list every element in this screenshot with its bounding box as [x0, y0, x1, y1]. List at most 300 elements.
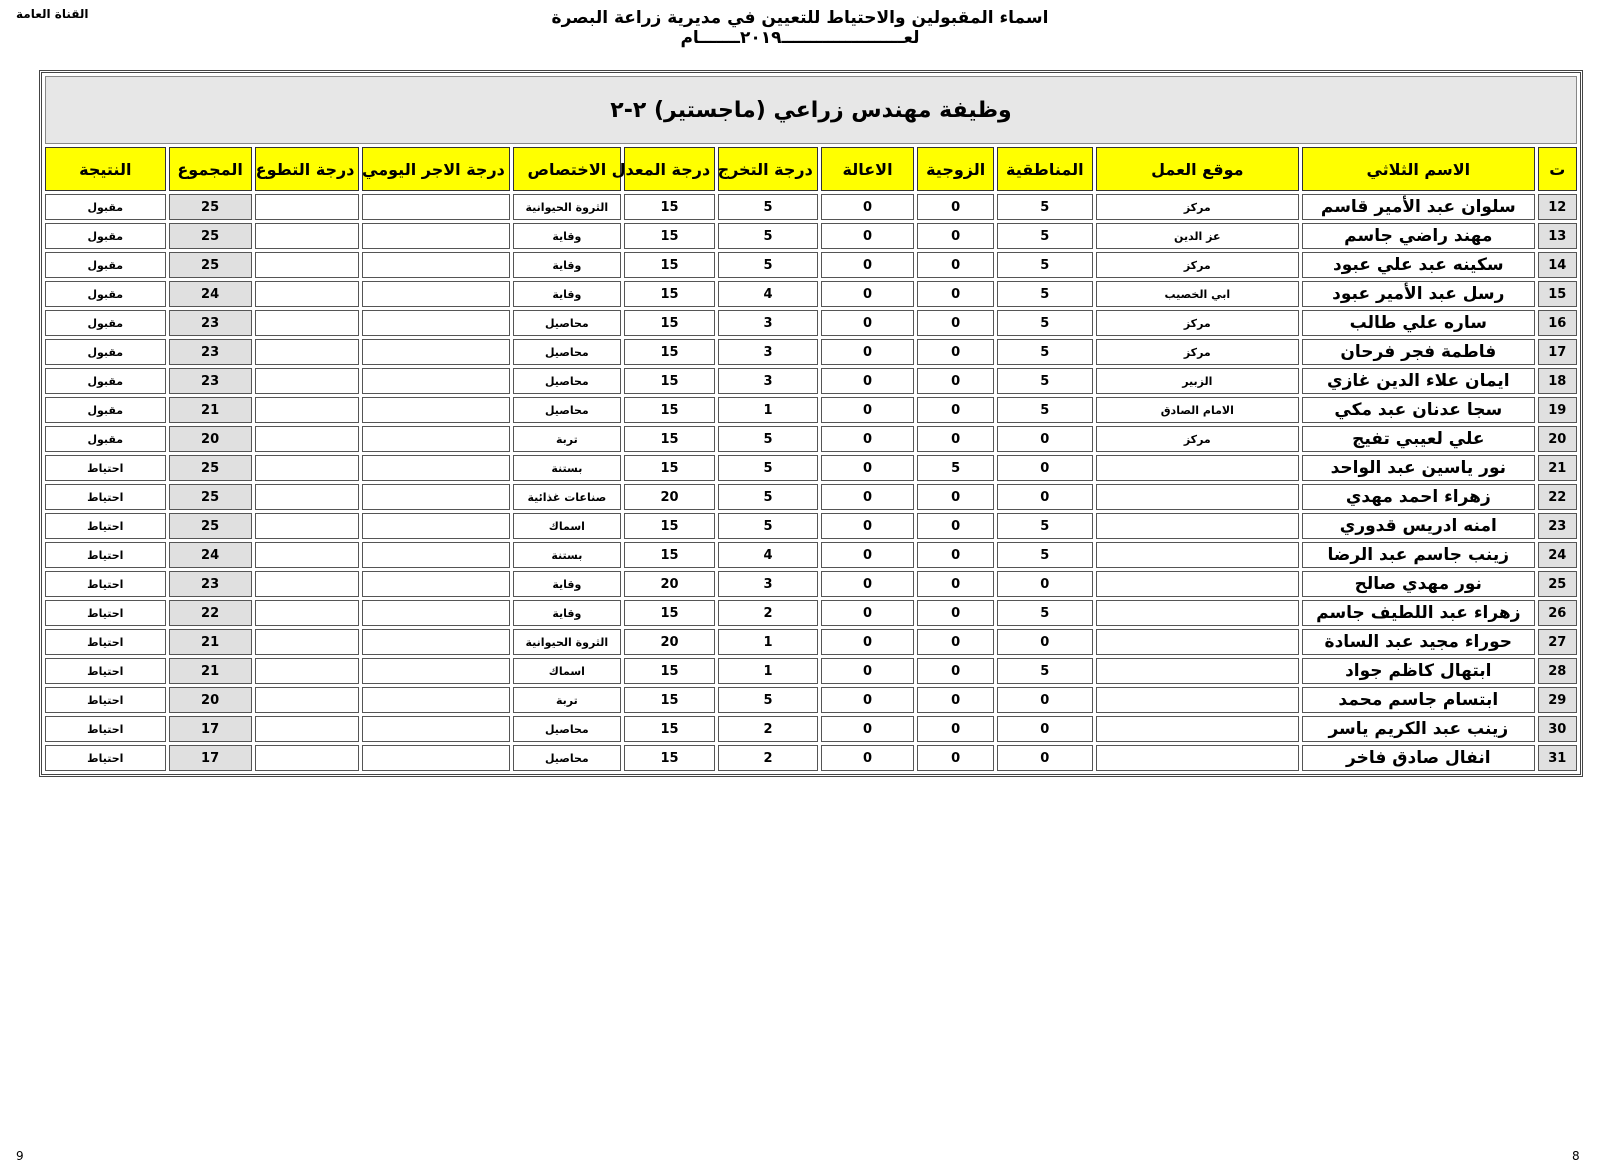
cell-name: ابتهال كاظم جواد [1302, 658, 1535, 684]
cell-total: 17 [169, 745, 252, 771]
table-row [45, 397, 1577, 423]
job-title: وظيفة مهندس زراعي (ماجستير) ٢-٢ [45, 76, 1577, 144]
cell-regional: 5 [997, 368, 1093, 394]
table-row [45, 223, 1577, 249]
cell-dependents: 0 [821, 281, 914, 307]
column-header-marital: الزوجية [917, 147, 994, 191]
cell-result: احتياط [45, 745, 166, 771]
cell-location [1096, 687, 1299, 713]
cell-marital: 0 [917, 600, 994, 626]
cell-marital: 0 [917, 397, 994, 423]
cell-daily-wage [362, 571, 509, 597]
cell-gpa: 15 [624, 339, 715, 365]
cell-specialty: محاصيل [513, 745, 621, 771]
cell-graduation: 5 [718, 252, 818, 278]
cell-total: 22 [169, 600, 252, 626]
cell-result: مقبول [45, 310, 166, 336]
cell-specialty: بستنة [513, 455, 621, 481]
cell-volunteer [255, 745, 360, 771]
cell-dependents: 0 [821, 397, 914, 423]
cell-daily-wage [362, 513, 509, 539]
cell-result: مقبول [45, 426, 166, 452]
cell-result: مقبول [45, 223, 166, 249]
cell-regional: 5 [997, 600, 1093, 626]
cell-name: انفال صادق فاخر [1302, 745, 1535, 771]
cell-regional: 0 [997, 455, 1093, 481]
cell-result: احتياط [45, 484, 166, 510]
cell-total: 25 [169, 484, 252, 510]
cell-daily-wage [362, 397, 509, 423]
cell-location: مركز [1096, 310, 1299, 336]
cell-location [1096, 542, 1299, 568]
cell-total: 21 [169, 629, 252, 655]
cell-regional: 0 [997, 571, 1093, 597]
cell-volunteer [255, 252, 360, 278]
cell-marital: 5 [917, 455, 994, 481]
cell-location [1096, 600, 1299, 626]
cell-result: احتياط [45, 658, 166, 684]
cell-dependents: 0 [821, 310, 914, 336]
cell-location [1096, 513, 1299, 539]
cell-seq: 16 [1538, 310, 1577, 336]
cell-marital: 0 [917, 687, 994, 713]
cell-seq: 24 [1538, 542, 1577, 568]
cell-volunteer [255, 571, 360, 597]
cell-graduation: 1 [718, 658, 818, 684]
cell-total: 23 [169, 310, 252, 336]
cell-volunteer [255, 600, 360, 626]
cell-seq: 28 [1538, 658, 1577, 684]
cell-dependents: 0 [821, 687, 914, 713]
cell-result: مقبول [45, 281, 166, 307]
cell-dependents: 0 [821, 600, 914, 626]
cell-gpa: 15 [624, 658, 715, 684]
cell-marital: 0 [917, 194, 994, 220]
cell-graduation: 5 [718, 513, 818, 539]
cell-daily-wage [362, 223, 509, 249]
cell-marital: 0 [917, 339, 994, 365]
table-row [45, 455, 1577, 481]
cell-name: زهراء احمد مهدي [1302, 484, 1535, 510]
cell-name: سكينه عبد علي عبود [1302, 252, 1535, 278]
cell-location [1096, 629, 1299, 655]
cell-seq: 12 [1538, 194, 1577, 220]
cell-name: زينب عبد الكريم ياسر [1302, 716, 1535, 742]
cell-regional: 5 [997, 252, 1093, 278]
cell-specialty: وقاية [513, 252, 621, 278]
cell-volunteer [255, 310, 360, 336]
cell-total: 21 [169, 397, 252, 423]
cell-dependents: 0 [821, 745, 914, 771]
page-number-left: 9 [16, 1149, 24, 1163]
cell-result: احتياط [45, 513, 166, 539]
table-row [45, 600, 1577, 626]
table-row [45, 629, 1577, 655]
cell-location: عز الدين [1096, 223, 1299, 249]
cell-total: 20 [169, 426, 252, 452]
cell-volunteer [255, 484, 360, 510]
cell-gpa: 15 [624, 223, 715, 249]
cell-volunteer [255, 513, 360, 539]
cell-volunteer [255, 397, 360, 423]
cell-name: زهراء عبد اللطيف جاسم [1302, 600, 1535, 626]
channel-label: القناة العامة [16, 7, 89, 21]
cell-graduation: 1 [718, 629, 818, 655]
cell-volunteer [255, 281, 360, 307]
cell-result: مقبول [45, 397, 166, 423]
cell-location: ابي الخصيب [1096, 281, 1299, 307]
cell-marital: 0 [917, 484, 994, 510]
cell-specialty: محاصيل [513, 397, 621, 423]
column-header-volunteer: درجة التطوع [255, 147, 360, 191]
cell-result: احتياط [45, 571, 166, 597]
cell-gpa: 15 [624, 310, 715, 336]
cell-total: 23 [169, 571, 252, 597]
cell-graduation: 1 [718, 397, 818, 423]
cell-gpa: 15 [624, 426, 715, 452]
cell-result: احتياط [45, 600, 166, 626]
cell-name: زينب جاسم عبد الرضا [1302, 542, 1535, 568]
cell-daily-wage [362, 368, 509, 394]
cell-location: الامام الصادق [1096, 397, 1299, 423]
cell-dependents: 0 [821, 368, 914, 394]
cell-location [1096, 745, 1299, 771]
cell-marital: 0 [917, 629, 994, 655]
cell-graduation: 5 [718, 223, 818, 249]
cell-location: مركز [1096, 194, 1299, 220]
cell-graduation: 3 [718, 368, 818, 394]
cell-regional: 5 [997, 194, 1093, 220]
cell-regional: 5 [997, 513, 1093, 539]
cell-gpa: 15 [624, 745, 715, 771]
cell-total: 17 [169, 716, 252, 742]
cell-gpa: 15 [624, 716, 715, 742]
cell-seq: 22 [1538, 484, 1577, 510]
cell-gpa: 20 [624, 571, 715, 597]
cell-total: 25 [169, 513, 252, 539]
table-row [45, 745, 1577, 771]
cell-result: مقبول [45, 252, 166, 278]
header-row [45, 147, 1577, 191]
table-row [45, 513, 1577, 539]
cell-daily-wage [362, 629, 509, 655]
cell-volunteer [255, 368, 360, 394]
cell-result: احتياط [45, 629, 166, 655]
cell-gpa: 15 [624, 513, 715, 539]
cell-regional: 0 [997, 629, 1093, 655]
cell-seq: 29 [1538, 687, 1577, 713]
cell-result: احتياط [45, 542, 166, 568]
cell-marital: 0 [917, 368, 994, 394]
cell-gpa: 15 [624, 281, 715, 307]
column-header-location: موقع العمل [1096, 147, 1299, 191]
cell-dependents: 0 [821, 542, 914, 568]
cell-specialty: تربة [513, 426, 621, 452]
cell-graduation: 5 [718, 484, 818, 510]
cell-seq: 21 [1538, 455, 1577, 481]
table-row [45, 687, 1577, 713]
cell-gpa: 15 [624, 194, 715, 220]
cell-name: حوراء مجيد عبد السادة [1302, 629, 1535, 655]
cell-marital: 0 [917, 571, 994, 597]
cell-specialty: وقاية [513, 223, 621, 249]
cell-dependents: 0 [821, 484, 914, 510]
cell-name: علي لعيبي تفيج [1302, 426, 1535, 452]
cell-total: 25 [169, 455, 252, 481]
cell-volunteer [255, 629, 360, 655]
cell-name: امنه ادريس قدوري [1302, 513, 1535, 539]
cell-dependents: 0 [821, 252, 914, 278]
cell-seq: 17 [1538, 339, 1577, 365]
cell-specialty: اسماك [513, 513, 621, 539]
table-row [45, 426, 1577, 452]
table-row [45, 310, 1577, 336]
cell-daily-wage [362, 310, 509, 336]
cell-graduation: 4 [718, 542, 818, 568]
cell-dependents: 0 [821, 426, 914, 452]
cell-regional: 0 [997, 687, 1093, 713]
cell-specialty: وقاية [513, 600, 621, 626]
cell-dependents: 0 [821, 455, 914, 481]
column-header-regional: المناطقية [997, 147, 1093, 191]
cell-seq: 19 [1538, 397, 1577, 423]
cell-daily-wage [362, 252, 509, 278]
cell-graduation: 2 [718, 716, 818, 742]
cell-regional: 5 [997, 281, 1093, 307]
cell-gpa: 15 [624, 455, 715, 481]
cell-daily-wage [362, 339, 509, 365]
cell-graduation: 5 [718, 455, 818, 481]
column-header-graduation: درجة التخرج [718, 147, 818, 191]
table-row [45, 368, 1577, 394]
cell-daily-wage [362, 745, 509, 771]
cell-result: احتياط [45, 687, 166, 713]
cell-gpa: 15 [624, 252, 715, 278]
cell-location [1096, 716, 1299, 742]
cell-name: سجا عدنان عبد مكي [1302, 397, 1535, 423]
cell-location [1096, 571, 1299, 597]
cell-volunteer [255, 542, 360, 568]
cell-dependents: 0 [821, 716, 914, 742]
column-header-dependents: الاعالة [821, 147, 914, 191]
results-table [42, 73, 1580, 774]
cell-graduation: 5 [718, 687, 818, 713]
cell-name: رسل عبد الأمير عبود [1302, 281, 1535, 307]
cell-seq: 13 [1538, 223, 1577, 249]
cell-marital: 0 [917, 658, 994, 684]
cell-marital: 0 [917, 426, 994, 452]
cell-location [1096, 484, 1299, 510]
cell-graduation: 3 [718, 310, 818, 336]
cell-total: 20 [169, 687, 252, 713]
cell-seq: 23 [1538, 513, 1577, 539]
cell-location [1096, 658, 1299, 684]
table-row [45, 716, 1577, 742]
cell-dependents: 0 [821, 223, 914, 249]
column-header-seq: ت [1538, 147, 1577, 191]
cell-total: 25 [169, 194, 252, 220]
table-row [45, 571, 1577, 597]
cell-seq: 25 [1538, 571, 1577, 597]
cell-marital: 0 [917, 310, 994, 336]
cell-dependents: 0 [821, 629, 914, 655]
cell-graduation: 5 [718, 426, 818, 452]
cell-seq: 31 [1538, 745, 1577, 771]
cell-daily-wage [362, 716, 509, 742]
cell-specialty: الثروة الحيوانية [513, 194, 621, 220]
cell-result: مقبول [45, 368, 166, 394]
table-row [45, 281, 1577, 307]
cell-marital: 0 [917, 542, 994, 568]
cell-daily-wage [362, 687, 509, 713]
column-header-daily-wage: درجة الاجر اليومي [362, 147, 509, 191]
cell-specialty: وقاية [513, 571, 621, 597]
cell-volunteer [255, 455, 360, 481]
cell-specialty: محاصيل [513, 339, 621, 365]
cell-result: مقبول [45, 339, 166, 365]
cell-volunteer [255, 658, 360, 684]
cell-regional: 0 [997, 426, 1093, 452]
cell-result: مقبول [45, 194, 166, 220]
cell-dependents: 0 [821, 571, 914, 597]
cell-daily-wage [362, 426, 509, 452]
cell-name: ساره علي طالب [1302, 310, 1535, 336]
cell-dependents: 0 [821, 339, 914, 365]
column-header-specialty: الاختصاص [513, 147, 621, 191]
cell-location: الزبير [1096, 368, 1299, 394]
cell-seq: 15 [1538, 281, 1577, 307]
table-body [45, 194, 1577, 771]
cell-dependents: 0 [821, 658, 914, 684]
cell-result: احتياط [45, 716, 166, 742]
cell-total: 23 [169, 368, 252, 394]
cell-seq: 18 [1538, 368, 1577, 394]
cell-location: مركز [1096, 339, 1299, 365]
table-row [45, 484, 1577, 510]
cell-graduation: 2 [718, 745, 818, 771]
cell-name: ايمان علاء الدين غازي [1302, 368, 1535, 394]
document-title: اسماء المقبولين والاحتياط للتعيين في مديرية زراعة البصرة لعـــــــــــــــــــــ٢٠١٩ـــــــام [551, 8, 1049, 48]
cell-name: نور مهدي صالح [1302, 571, 1535, 597]
cell-dependents: 0 [821, 513, 914, 539]
cell-result: احتياط [45, 455, 166, 481]
cell-regional: 0 [997, 484, 1093, 510]
cell-regional: 0 [997, 745, 1093, 771]
cell-gpa: 15 [624, 600, 715, 626]
cell-daily-wage [362, 455, 509, 481]
cell-seq: 20 [1538, 426, 1577, 452]
cell-name: نور ياسين عبد الواحد [1302, 455, 1535, 481]
cell-total: 21 [169, 658, 252, 684]
column-header-gpa: درجة المعدل [624, 147, 715, 191]
cell-name: فاطمة فجر فرحان [1302, 339, 1535, 365]
table-row [45, 658, 1577, 684]
cell-location [1096, 455, 1299, 481]
cell-marital: 0 [917, 252, 994, 278]
cell-gpa: 20 [624, 484, 715, 510]
cell-total: 24 [169, 281, 252, 307]
cell-daily-wage [362, 542, 509, 568]
cell-daily-wage [362, 600, 509, 626]
cell-daily-wage [362, 194, 509, 220]
cell-location: مركز [1096, 252, 1299, 278]
cell-specialty: محاصيل [513, 310, 621, 336]
cell-marital: 0 [917, 513, 994, 539]
cell-specialty: تربة [513, 687, 621, 713]
cell-gpa: 20 [624, 629, 715, 655]
page-number-right: 8 [1572, 1149, 1580, 1163]
cell-volunteer [255, 194, 360, 220]
table-row [45, 339, 1577, 365]
cell-gpa: 15 [624, 368, 715, 394]
cell-gpa: 15 [624, 687, 715, 713]
cell-volunteer [255, 426, 360, 452]
cell-regional: 5 [997, 658, 1093, 684]
cell-gpa: 15 [624, 397, 715, 423]
cell-regional: 5 [997, 397, 1093, 423]
cell-location: مركز [1096, 426, 1299, 452]
cell-seq: 30 [1538, 716, 1577, 742]
cell-dependents: 0 [821, 194, 914, 220]
cell-gpa: 15 [624, 542, 715, 568]
table-row [45, 252, 1577, 278]
column-header-result: النتيجة [45, 147, 166, 191]
cell-regional: 5 [997, 310, 1093, 336]
cell-specialty: وقاية [513, 281, 621, 307]
cell-regional: 0 [997, 716, 1093, 742]
cell-specialty: الثروة الحيوانية [513, 629, 621, 655]
cell-daily-wage [362, 281, 509, 307]
cell-daily-wage [362, 484, 509, 510]
cell-specialty: اسماك [513, 658, 621, 684]
cell-marital: 0 [917, 745, 994, 771]
table-row [45, 542, 1577, 568]
cell-graduation: 3 [718, 571, 818, 597]
cell-regional: 5 [997, 223, 1093, 249]
column-header-total: المجموع [169, 147, 252, 191]
cell-graduation: 5 [718, 194, 818, 220]
cell-name: ابتسام جاسم محمد [1302, 687, 1535, 713]
cell-regional: 5 [997, 542, 1093, 568]
cell-marital: 0 [917, 716, 994, 742]
table-row [45, 194, 1577, 220]
cell-name: مهند راضي جاسم [1302, 223, 1535, 249]
cell-graduation: 3 [718, 339, 818, 365]
cell-volunteer [255, 716, 360, 742]
cell-total: 24 [169, 542, 252, 568]
cell-graduation: 4 [718, 281, 818, 307]
cell-daily-wage [362, 658, 509, 684]
column-header-name: الاسم الثلاثي [1302, 147, 1535, 191]
cell-marital: 0 [917, 223, 994, 249]
cell-specialty: صناعات غذائية [513, 484, 621, 510]
cell-volunteer [255, 339, 360, 365]
cell-regional: 5 [997, 339, 1093, 365]
cell-specialty: بستنة [513, 542, 621, 568]
cell-marital: 0 [917, 281, 994, 307]
cell-volunteer [255, 687, 360, 713]
cell-total: 23 [169, 339, 252, 365]
cell-volunteer [255, 223, 360, 249]
results-table-frame [39, 70, 1583, 777]
cell-name: سلوان عبد الأمير قاسم [1302, 194, 1535, 220]
cell-seq: 14 [1538, 252, 1577, 278]
cell-seq: 27 [1538, 629, 1577, 655]
cell-seq: 26 [1538, 600, 1577, 626]
cell-graduation: 2 [718, 600, 818, 626]
cell-specialty: محاصيل [513, 716, 621, 742]
cell-total: 25 [169, 223, 252, 249]
